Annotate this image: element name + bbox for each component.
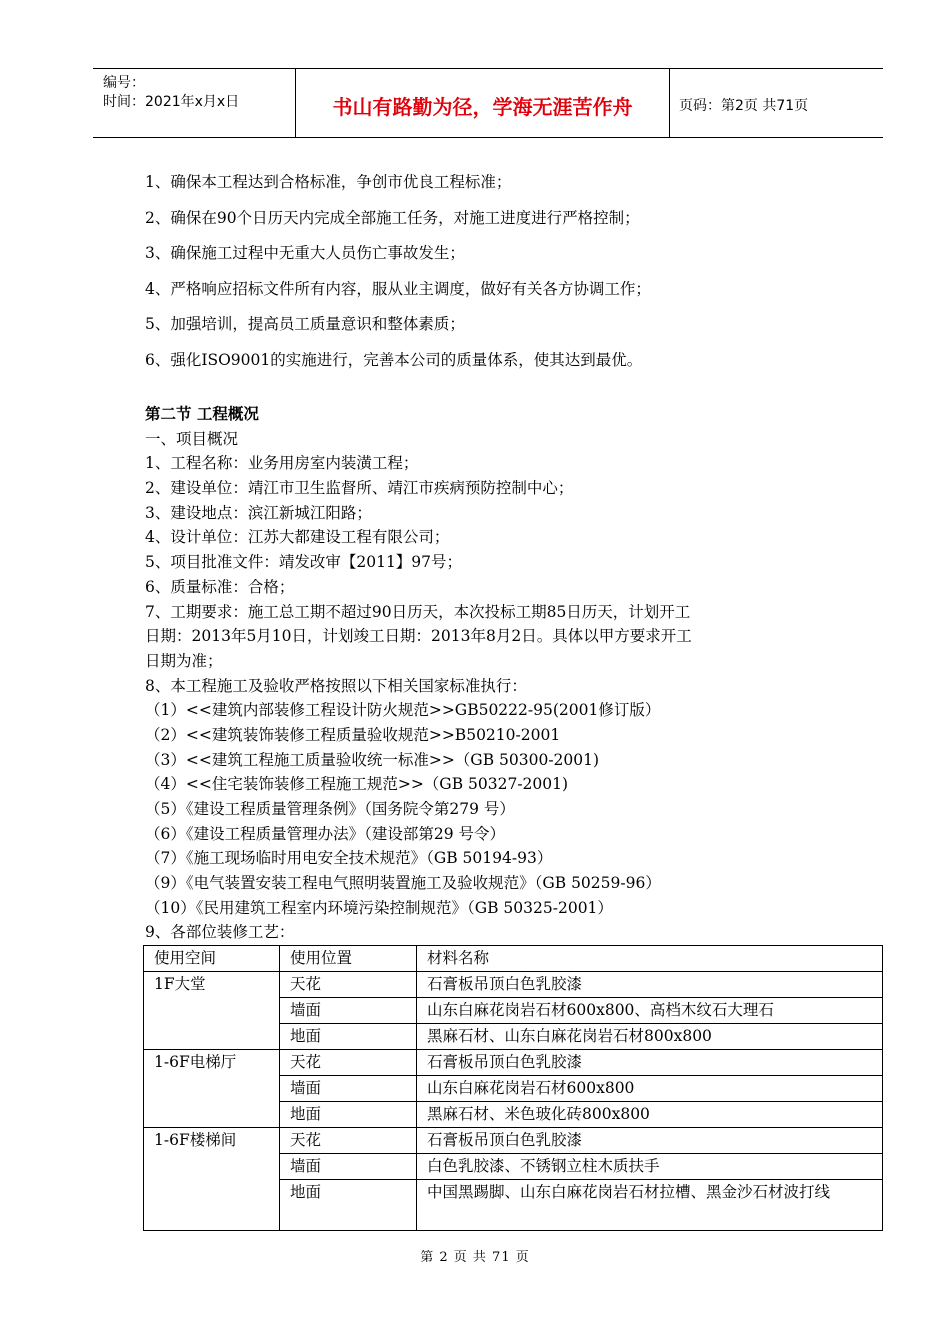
overview-line: 2、建设单位：靖江市卫生监督所、靖江市疾病预防控制中心； <box>145 479 574 498</box>
overview-line: 6、质量标准：合格； <box>145 577 295 596</box>
header-motto-cell <box>295 69 670 137</box>
standard-item: （3）<<建筑工程施工质量验收统一标准>>（GB 50300-2001) <box>145 750 600 769</box>
header-motto: 书山有路勤为径，学海无涯苦作舟 <box>332 95 633 119</box>
header-page-label: 页码：第2页 共71页 <box>679 98 809 114</box>
material-cell: 中国黑踢脚、山东白麻花岗岩石材拉槽、黑金沙石材波打线 <box>417 1180 883 1231</box>
material-cell: 黑麻石材、米色玻化砖800x800 <box>417 1102 883 1128</box>
material-cell: 山东白麻花岗岩石材600x800 <box>417 1076 883 1102</box>
position-cell: 墙面 <box>280 998 417 1024</box>
standard-item: （5）《建设工程质量管理条例》（国务院令第279 号） <box>145 800 515 818</box>
standard-item: （9）《电气装置安装工程电气照明装置施工及验收规范》（GB 50259-96） <box>145 874 661 893</box>
position-cell: 墙面 <box>280 1076 417 1102</box>
goal-item: 2、确保在90个日历天内完成全部施工任务，对施工进度进行严格控制； <box>145 208 640 227</box>
material-cell: 黑麻石材、山东白麻花岗岩石材800x800 <box>417 1024 883 1050</box>
document-time-label: 时间：2021年x月x日 <box>103 94 240 110</box>
overview-line: 9、各部位装修工艺： <box>145 923 295 942</box>
table-header-cell: 材料名称 <box>417 946 883 972</box>
material-cell: 白色乳胶漆、不锈钢立柱木质扶手 <box>417 1154 883 1180</box>
overview-section <box>145 402 845 945</box>
table-header-cell: 使用空间 <box>144 946 280 972</box>
standard-item: （1）<<建筑内部装修工程设计防火规范>>GB50222-95(2001修订版） <box>145 701 661 720</box>
standard-item: （7）《施工现场临时用电安全技术规范》（GB 50194-93） <box>145 849 553 868</box>
material-cell: 石膏板吊顶白色乳胶漆 <box>417 972 883 998</box>
material-cell: 石膏板吊顶白色乳胶漆 <box>417 1128 883 1154</box>
overview-line: 日期为准； <box>145 651 223 670</box>
goal-item: 4、严格响应招标文件所有内容，服从业主调度，做好有关各方协调工作； <box>145 279 651 298</box>
overview-line: 5、项目批准文件：靖发改审【2011】97号； <box>145 553 463 572</box>
position-cell: 天花 <box>280 1128 417 1154</box>
standard-item: （2）<<建筑装饰装修工程质量验收规范>>B50210-2001 <box>145 725 561 744</box>
space-cell: 1F大堂 <box>144 972 280 1050</box>
table-row <box>144 972 883 998</box>
standard-item: （6）《建设工程质量管理办法》（建设部第29 号令） <box>145 824 506 843</box>
table-header-cell: 使用位置 <box>280 946 417 972</box>
overview-line: 4、设计单位：江苏大都建设工程有限公司； <box>145 528 450 547</box>
goal-item: 6、强化ISO9001的实施进行，完善本公司的质量体系，使其达到最优。 <box>145 350 643 369</box>
material-cell: 石膏板吊顶白色乳胶漆 <box>417 1050 883 1076</box>
page-header <box>93 68 883 138</box>
table-header-row <box>144 946 883 972</box>
goal-item: 3、确保施工过程中无重大人员伤亡事故发生； <box>145 244 465 262</box>
goal-item: 5、加强培训，提高员工质量意识和整体素质； <box>145 315 465 333</box>
position-cell: 地面 <box>280 1180 417 1231</box>
table-row <box>144 1128 883 1154</box>
position-cell: 天花 <box>280 1050 417 1076</box>
table-row <box>144 1050 883 1076</box>
standard-item: （10）《民用建筑工程室内环境污染控制规范》（GB 50325-2001） <box>145 898 613 917</box>
position-cell: 地面 <box>280 1024 417 1050</box>
material-cell: 山东白麻花岗岩石材600x800、高档木纹石大理石 <box>417 998 883 1024</box>
position-cell: 地面 <box>280 1102 417 1128</box>
overview-line: 一、项目概况 <box>145 429 239 448</box>
header-page-cell <box>669 69 883 137</box>
space-cell: 1-6F电梯厅 <box>144 1050 280 1128</box>
standard-item: （4）<<住宅装饰装修工程施工规范>>（GB 50327-2001) <box>145 775 569 794</box>
overview-line: 7、工期要求：施工总工期不超过90日历天，本次投标工期85日历天，计划开工 <box>145 602 691 621</box>
document-number-label: 编号： <box>103 75 145 91</box>
space-cell: 1-6F楼梯间 <box>144 1128 280 1231</box>
position-cell: 墙面 <box>280 1154 417 1180</box>
page-footer: 第 2 页 共 71 页 <box>420 1250 530 1265</box>
section-title: 第二节 工程概况 <box>145 405 259 423</box>
goal-item: 1、确保本工程达到合格标准，争创市优良工程标准； <box>145 173 512 191</box>
header-meta-cell <box>93 69 295 137</box>
goals-list <box>145 171 845 384</box>
overview-line: 8、本工程施工及验收严格按照以下相关国家标准执行： <box>145 676 527 695</box>
position-cell: 天花 <box>280 972 417 998</box>
materials-table <box>143 945 883 1231</box>
overview-line: 1、工程名称：业务用房室内装潢工程； <box>145 454 419 473</box>
overview-line: 日期：2013年5月10日，计划竣工日期：2013年8月2日。具体以甲方要求开工 <box>145 627 692 646</box>
overview-line: 3、建设地点：滨江新城江阳路； <box>145 503 372 522</box>
